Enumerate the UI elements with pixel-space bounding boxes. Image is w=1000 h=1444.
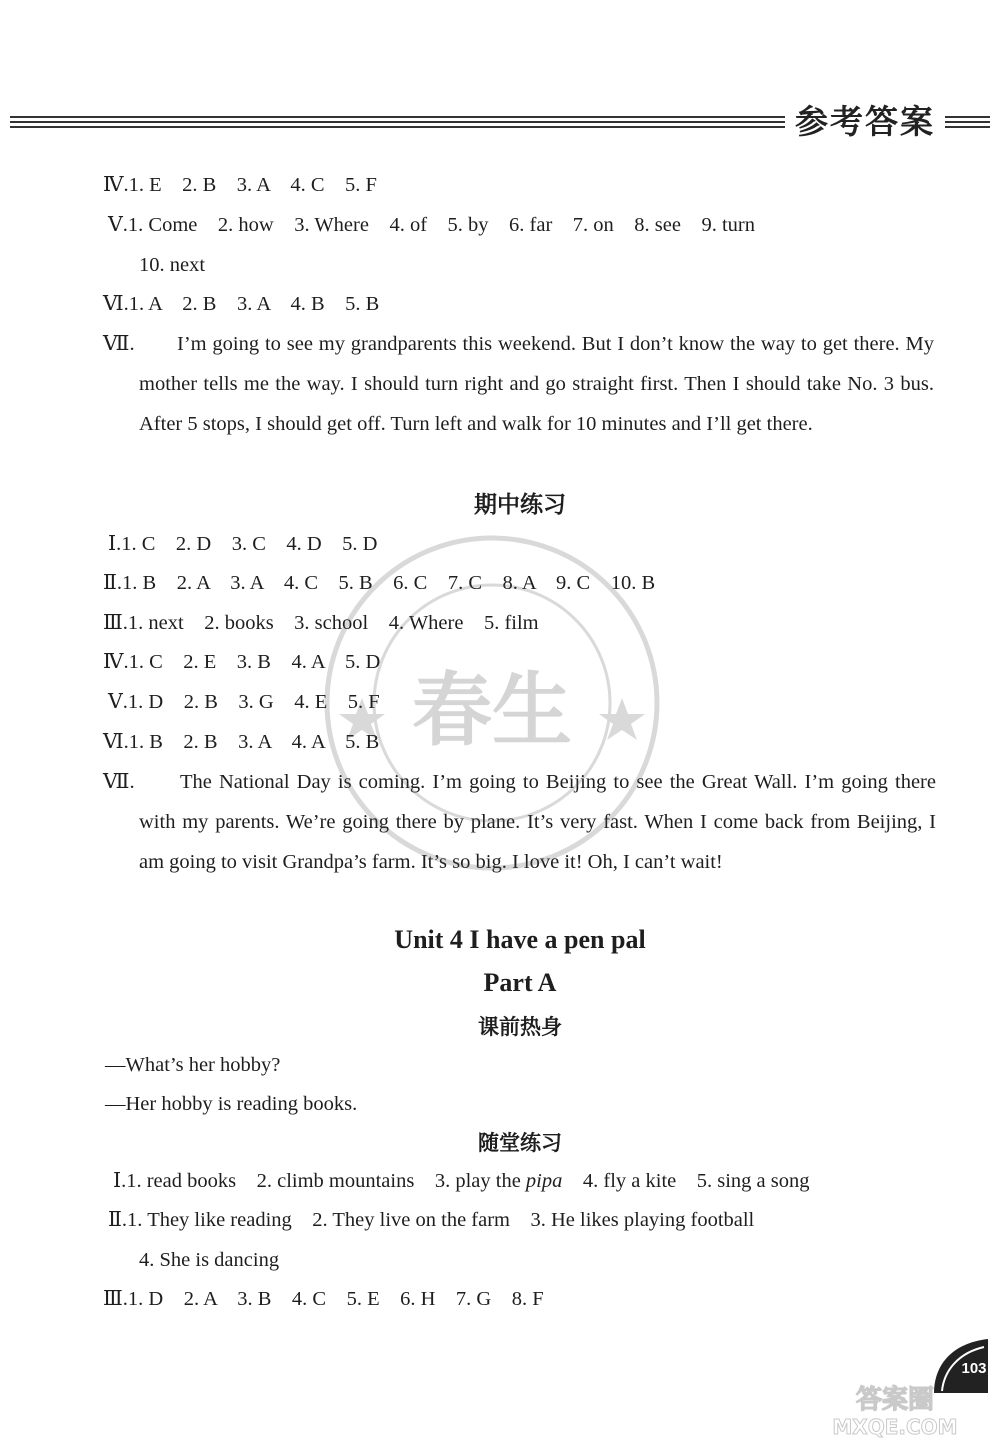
practice-line-1 — [113, 1168, 810, 1194]
practice-line-3: Ⅲ.1. D 2. A 3. B 4. C 5. E 6. H 7. G 8. F — [103, 1288, 544, 1310]
watermark-cn: 答案圈 — [855, 1385, 935, 1415]
watermark-en: MXQE.COM — [832, 1415, 958, 1439]
practice-line-1-prefix: Ⅰ.1. read books 2. climb mountains 3. play the — [113, 1170, 526, 1192]
seal-text: 春生 — [412, 664, 572, 757]
header-title: 参考答案 — [795, 102, 935, 141]
midterm-label-7: Ⅶ. — [103, 771, 135, 793]
answer-line-5: Ⅴ.1. Come 2. how 3. Where 4. of 5. by 6. far 7. on 8. see 9. turn — [108, 214, 755, 236]
practice-heading: 随堂练习 — [478, 1131, 562, 1155]
practice-line-1-italic: pipa — [525, 1170, 563, 1192]
header-rule-right — [945, 116, 990, 131]
answer-line-4: Ⅳ.1. E 2. B 3. A 4. C 5. F — [103, 174, 377, 196]
site-watermark — [800, 1380, 990, 1440]
practice-line-1-suffix: 4. fly a kite 5. sing a song — [562, 1170, 810, 1192]
midterm-line-1: Ⅰ.1. C 2. D 3. C 4. D 5. D — [108, 533, 378, 555]
warmup-heading: 课前热身 — [478, 1015, 562, 1039]
practice-line-2-cont: 4. She is dancing — [139, 1249, 280, 1271]
answer-label-7: Ⅶ. — [103, 333, 135, 355]
midterm-line-5: Ⅴ.1. D 2. B 3. G 4. E 5. F — [108, 691, 380, 713]
answer-line-5-cont: 10. next — [139, 254, 206, 276]
part-title: Part A — [483, 968, 557, 997]
unit-title: Unit 4 I have a pen pal — [394, 925, 646, 954]
page-number: 103 — [961, 1360, 987, 1377]
seal-stamp — [322, 533, 662, 873]
header-rule-left — [10, 116, 785, 131]
page-header — [0, 96, 1000, 146]
midterm-line-6: Ⅵ.1. B 2. B 3. A 4. A 5. B — [103, 731, 380, 753]
midterm-line-4: Ⅳ.1. C 2. E 3. B 4. A 5. D — [103, 651, 381, 673]
answer-line-6: Ⅵ.1. A 2. B 3. A 4. B 5. B — [103, 293, 380, 315]
answer-paragraph-7: I’m going to see my grandparents this weekend. But I don’t know the way to get there. My mother tells me the way. I should turn right and go straight first. Then I should take No. 3 bus. After 5 stops, I should get off. Turn left and walk for 10 minutes and I’ll get there. — [139, 333, 934, 435]
warmup-question: —What’s her hobby? — [105, 1054, 281, 1076]
practice-line-2: Ⅱ.1. They like reading 2. They live on the farm 3. He likes playing football — [108, 1209, 755, 1231]
midterm-line-3: Ⅲ.1. next 2. books 3. school 4. Where 5. film — [103, 612, 539, 634]
midterm-heading: 期中练习 — [474, 492, 566, 518]
midterm-paragraph-7: The National Day is coming. I’m going to Beijing to see the Great Wall. I’m going there with my parents. We’re going there by plane. It’s very fast. When I come back from Beijing, I am going to visit Grandpa’s farm. It’s so big. I love it! Oh, I can’t wait! — [139, 771, 936, 873]
midterm-line-2: Ⅱ.1. B 2. A 3. A 4. C 5. B 6. C 7. C 8. A 9. C 10. B — [103, 572, 656, 594]
warmup-answer: —Her hobby is reading books. — [105, 1093, 358, 1115]
